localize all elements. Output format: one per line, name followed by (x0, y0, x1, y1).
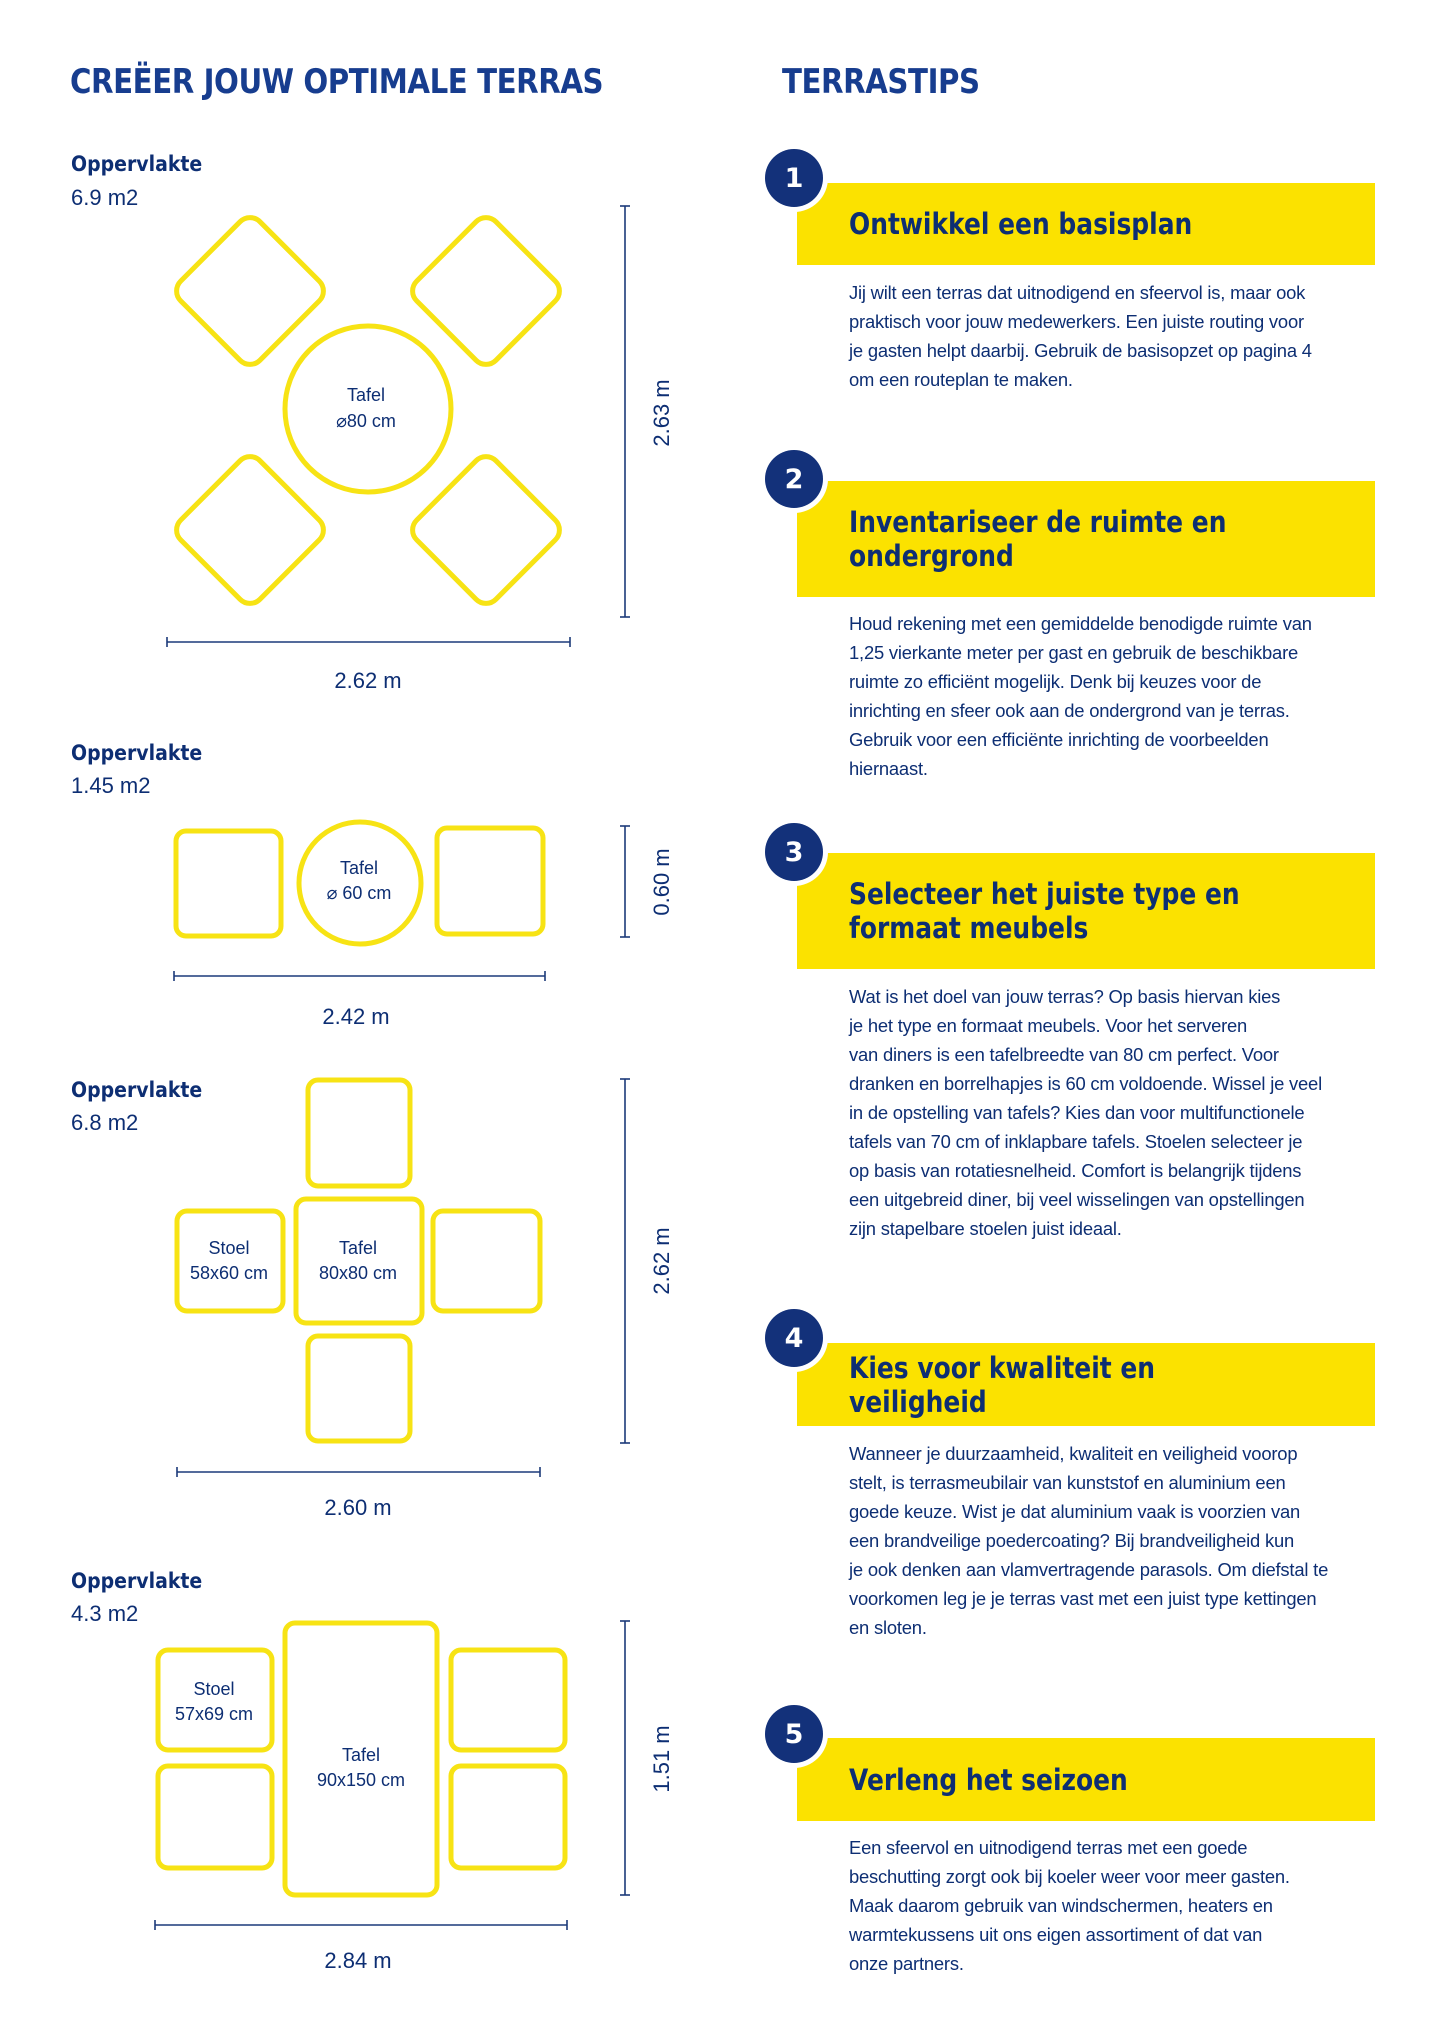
tip-3-header (797, 853, 1375, 969)
layout-4-chair-bottom-right (451, 1766, 565, 1868)
layout-1-width-dimension: 2.62 m (334, 668, 402, 693)
layout-2-area-value: 1.45 m2 (71, 773, 151, 798)
right-title: TERRASTIPS (782, 62, 980, 102)
layout-2-table-label: Tafel (339, 858, 379, 878)
layout-2-chair-right (437, 828, 543, 934)
terrace-layout-diagrams (0, 0, 720, 2040)
layout-4-diagram (155, 1621, 674, 1973)
left-title: CREËER JOUW OPTIMALE TERRAS (70, 62, 604, 102)
tip-3-title: Selecteer het juiste type en formaat meubels (849, 877, 1240, 945)
layout-4-chair-bottom-left (158, 1766, 272, 1868)
layout-3-table-size: 80x80 cm (318, 1263, 398, 1283)
layout-3-table-label: Tafel (338, 1238, 378, 1258)
layout-2-chair-left (176, 831, 281, 936)
layout-4-chair-top-right (451, 1650, 565, 1750)
tip-2-body: Houd rekening met een gemiddelde benodigde ruimte van 1,25 vierkante meter per gast en gebruik de beschikbare ruimte zo efficiënt mogelijk. Denk bij keuzes voor de inrichting en sfeer ook aan de ondergrond van je terras. Gebruik voor een efficiënte inrichting de voorbeelden hiernaast. (849, 613, 1312, 779)
layout-3-area-label: Oppervlakte (71, 1078, 203, 1102)
layout-2-area-label: Oppervlakte (71, 741, 203, 765)
tip-2-header (797, 481, 1375, 597)
layout-2-table-size: ⌀ 60 cm (326, 883, 392, 903)
tip-4-title: Kies voor kwaliteit en veiligheid (849, 1350, 1156, 1419)
layout-1-diagram (167, 206, 674, 693)
layout-1-chair-bottom-left (171, 451, 329, 609)
layout-3-chair-left (177, 1211, 283, 1311)
tip-4-body: Wanneer je duurzaamheid, kwaliteit en veiligheid voorop stelt, is terrasmeubilair van kunststof en aluminium een goede keuze. Wist je dat aluminium vaak is voorzien van een brandveilige poedercoating? Bij brandveiligheid kun je ook denken aan vlamvertragende parasols. Om diefstal te voorkomen leg je je terras vast met een juist type kettingen en sloten. (849, 1443, 1329, 1638)
layout-4-chair-size: 57x69 cm (174, 1704, 254, 1724)
layout-4-chair-label: Stoel (193, 1679, 235, 1699)
tip-4-number-badge: 4 (765, 1309, 823, 1367)
layout-3-width-dimension: 2.60 m (324, 1495, 392, 1520)
tip-5-number-badge: 5 (765, 1705, 823, 1763)
tip-2-title: Inventariseer de ruimte en ondergrond (849, 505, 1227, 573)
tip-5-header (797, 1738, 1375, 1821)
tip-2-number-badge: 2 (765, 450, 823, 508)
layout-1-chair-bottom-right (407, 451, 565, 609)
tip-5-title: Verleng het seizoen (849, 1762, 1128, 1797)
layout-1-area-value: 6.9 m2 (71, 185, 139, 210)
tip-1-title: Ontwikkel een basisplan (849, 207, 1193, 241)
layout-1-height-dimension: 2.63 m (649, 379, 674, 447)
layout-3-chair-top (308, 1080, 410, 1186)
layout-3-diagram (177, 1079, 674, 1520)
layout-2-width-dimension: 2.42 m (322, 1004, 390, 1029)
layout-4-table-size: 90x150 cm (316, 1770, 406, 1790)
layout-3-chair-bottom (308, 1336, 410, 1441)
layout-3-chair-right (433, 1211, 540, 1311)
tip-1-header (797, 183, 1375, 265)
tip-1-number-badge: 1 (765, 149, 823, 207)
layout-2-diagram (174, 822, 674, 1029)
layout-3-area-value: 6.8 m2 (71, 1110, 139, 1135)
layout-1-area-label: Oppervlakte (71, 152, 203, 176)
layout-3-height-dimension: 2.62 m (649, 1227, 674, 1295)
layout-1-chair-top-left (171, 212, 329, 370)
layout-4-chair-top-left (158, 1650, 272, 1750)
tip-3-number-badge: 3 (765, 823, 823, 881)
layout-4-width-dimension: 2.84 m (324, 1948, 392, 1973)
layout-1-round-table (285, 326, 451, 492)
layout-3-square-table (296, 1199, 422, 1323)
layout-3-chair-label: Stoel (208, 1238, 250, 1258)
layout-1-table-label: Tafel (346, 385, 386, 405)
layout-2-height-dimension: 0.60 m (649, 848, 674, 916)
layout-4-area-label: Oppervlakte (71, 1569, 203, 1593)
layout-4-area-value: 4.3 m2 (71, 1601, 139, 1626)
tip-3-body: Wat is het doel van jouw terras? Op basis hiervan kies je het type en formaat meubels. Voor het serveren van diners is een tafelbreedte van 80 cm perfect. Voor dranken en borrelhapjes is 60 cm voldoende. Wissel je veel in de opstelling van tafels? Kies dan voor multifunctionele tafels van 70 cm of inklapbare tafels. Stoelen selecteer je op basis van rotatiesnelheid. Comfort is belangrijk tijdens een uitgebreid diner, bij veel wisselingen van opstellingen zijn stapelbare stoelen juist ideaal. (849, 986, 1322, 1239)
layout-3-chair-size: 58x60 cm (189, 1263, 269, 1283)
tip-4-header (797, 1343, 1375, 1426)
layout-4-height-dimension: 1.51 m (649, 1725, 674, 1793)
layout-1-table-size: ⌀80 cm (336, 411, 396, 431)
layout-4-table-label: Tafel (341, 1745, 381, 1765)
tip-1-body: Jij wilt een terras dat uitnodigend en sfeervol is, maar ook praktisch voor jouw medewerkers. Een juiste routing voor je gasten helpt daarbij. Gebruik de basisopzet op pagina 4 om een routeplan te maken. (849, 282, 1312, 390)
layout-1-chair-top-right (407, 212, 565, 370)
tip-5-body: Een sfeervol en uitnodigend terras met een goede beschutting zorgt ook bij koeler weer voor meer gasten. Maak daarom gebruik van windschermen, heaters en warmtekussens uit ons eigen assortiment of dat van onze partners. (849, 1837, 1290, 1974)
